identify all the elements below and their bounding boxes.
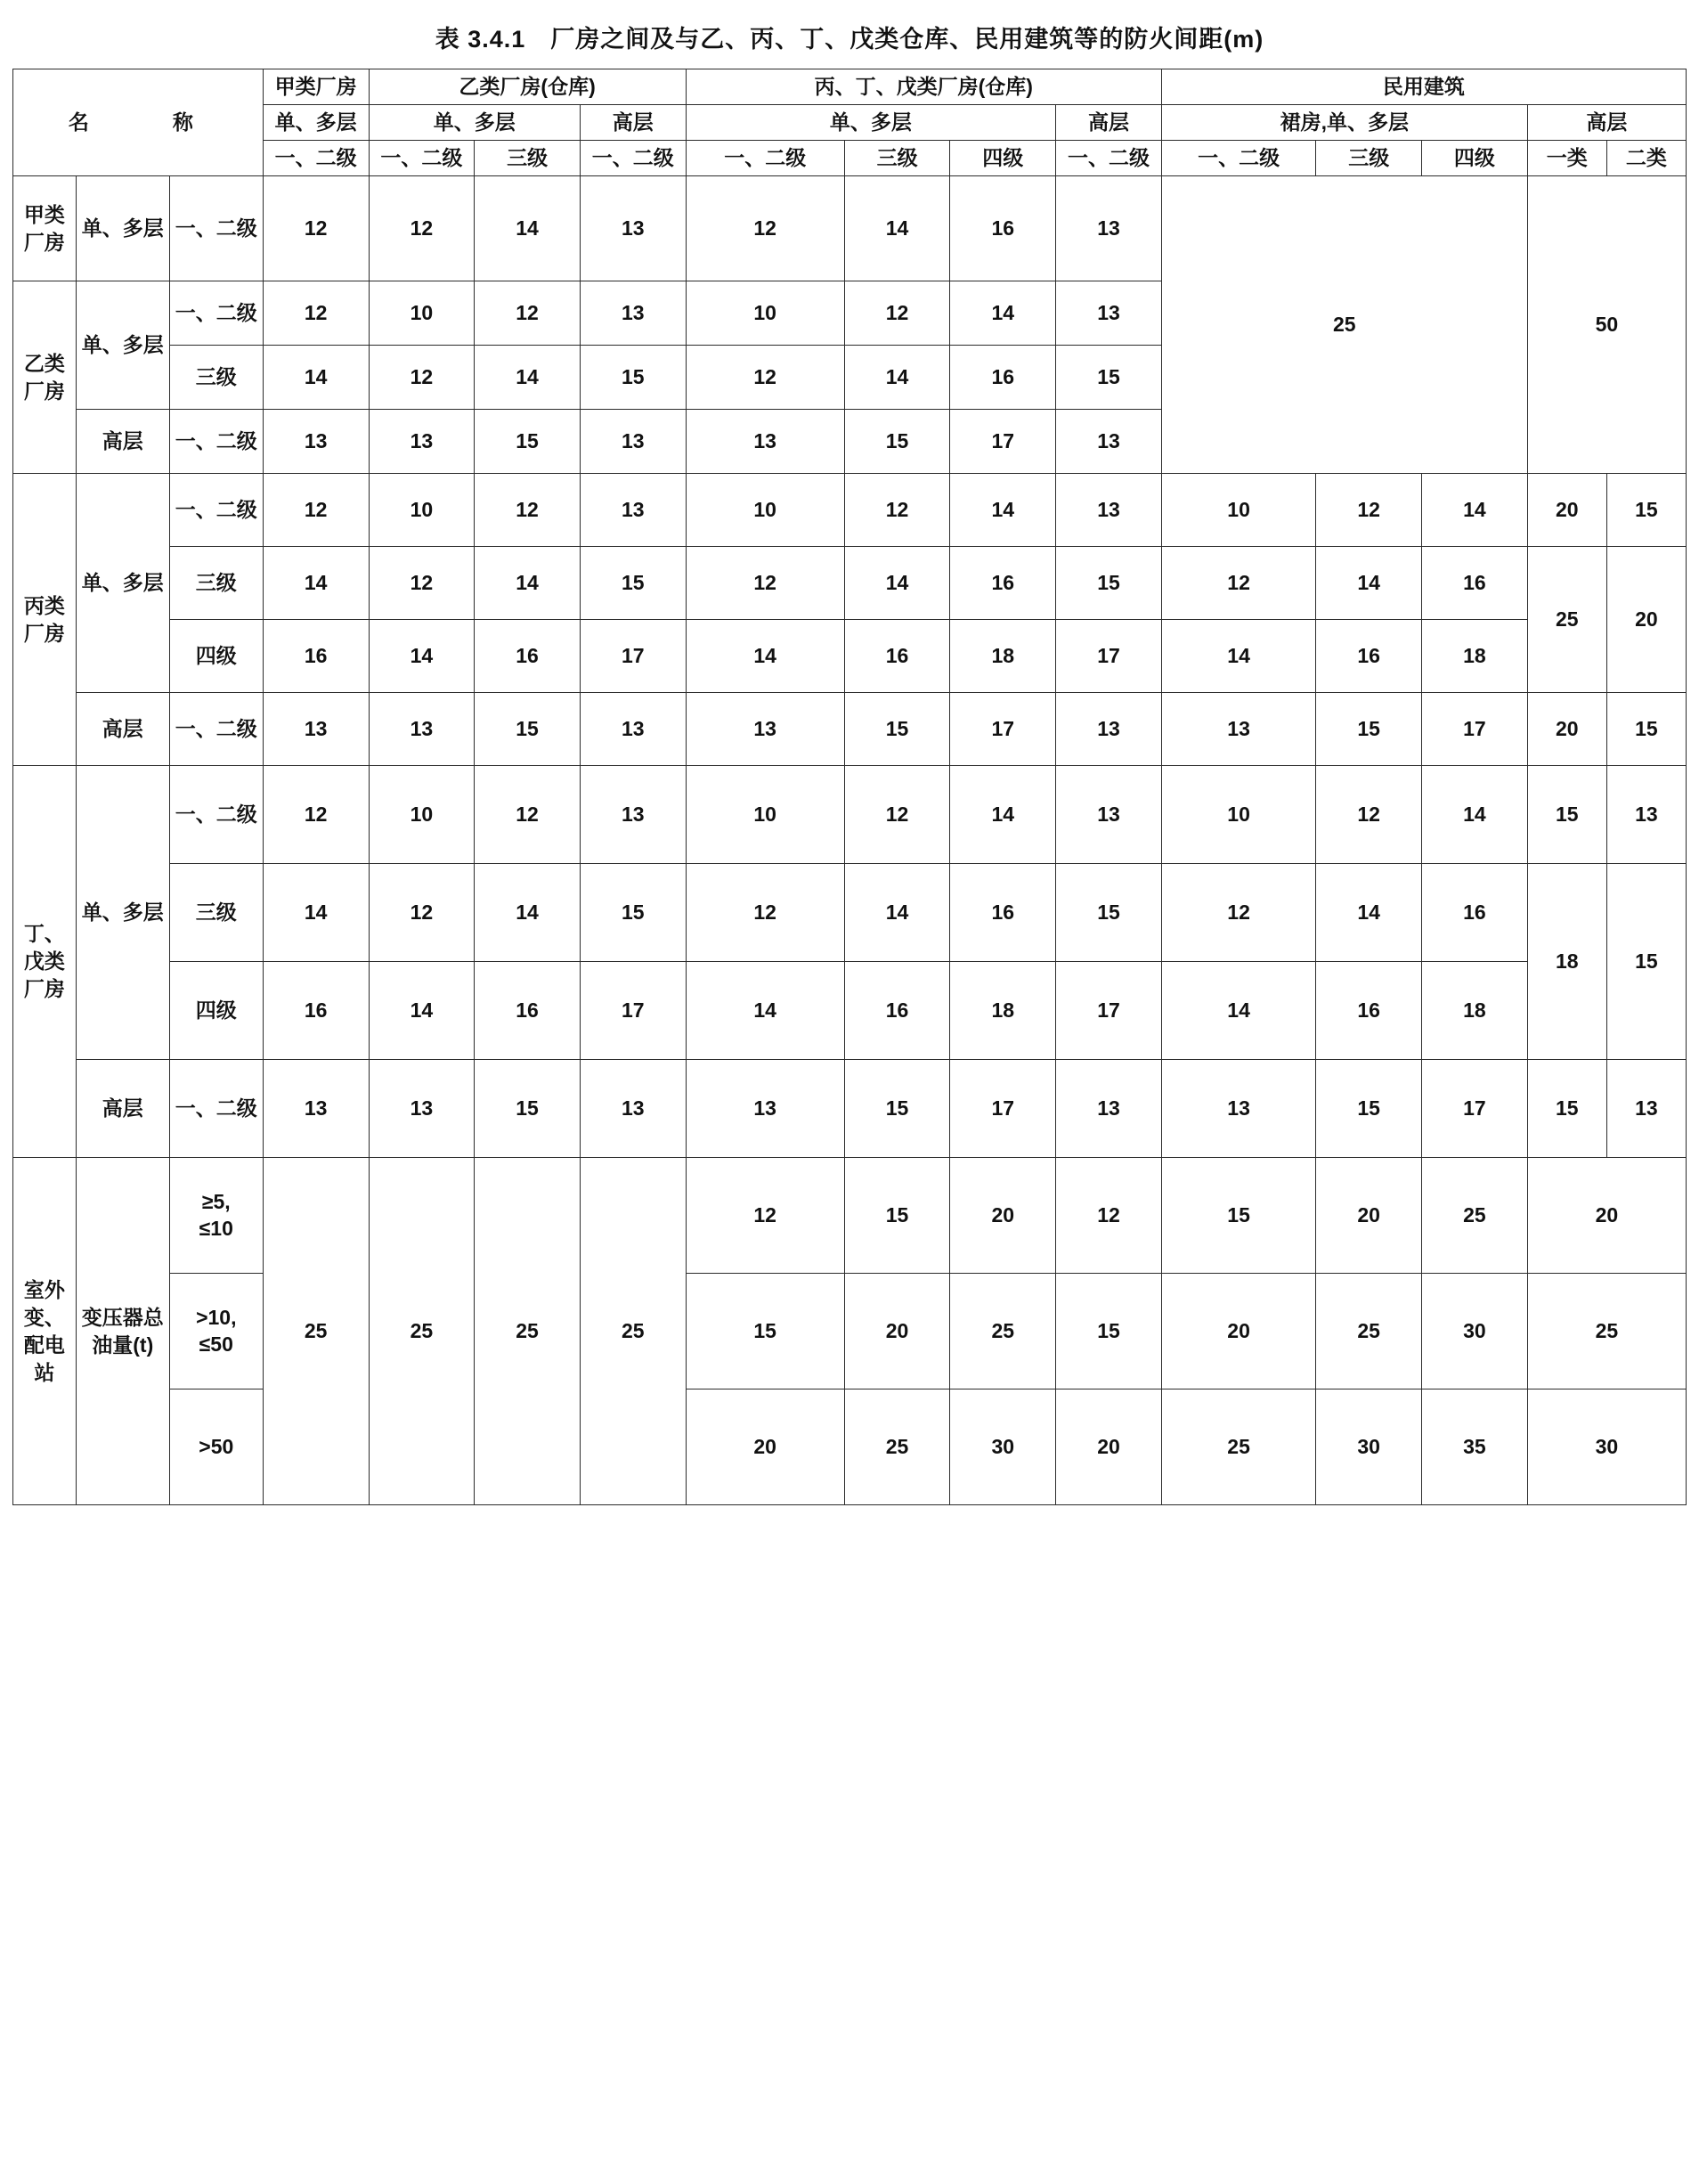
cell-value: 13: [1056, 281, 1162, 346]
rowgrade-oil-range-3: [169, 1389, 263, 1505]
rowsub-yi-dm: 单、多层: [76, 281, 169, 410]
header-grade-3: 一、二级: [580, 141, 686, 176]
rowgrade-yi-dm-12: 一、二级: [169, 281, 263, 346]
cell-value: 17: [580, 962, 686, 1060]
cell-value: 14: [686, 962, 844, 1060]
cell-value: 15: [844, 1158, 950, 1274]
cell-value: 16: [950, 864, 1056, 962]
cell-value: 13: [1606, 766, 1686, 864]
cell-value: 14: [950, 281, 1056, 346]
header-sub-bdw-dm: 单、多层: [686, 105, 1055, 141]
cell-value: 13: [263, 1060, 369, 1158]
cell-value: 14: [686, 620, 844, 693]
rowgroup-jia: 甲类厂房: [13, 176, 77, 281]
table-row: [13, 864, 1687, 962]
header-name-label: 名 称: [13, 69, 264, 176]
cell-value: 14: [475, 176, 581, 281]
rowgrade-bing-dm-4: 四级: [169, 620, 263, 693]
cell-value: 18: [950, 620, 1056, 693]
cell-value: 16: [263, 962, 369, 1060]
cell-value: 17: [1422, 693, 1528, 766]
cell-value: 18: [1422, 962, 1528, 1060]
merged-bing-high-20: 20: [1606, 547, 1686, 693]
cell-value: 13: [369, 1060, 475, 1158]
cell-value: 18: [950, 962, 1056, 1060]
header-grade-6: 四级: [950, 141, 1056, 176]
cell-value: 15: [475, 693, 581, 766]
cell-value: 12: [369, 346, 475, 410]
cell-value: 17: [950, 410, 1056, 474]
cell-value: 12: [475, 474, 581, 547]
header-row-grades: [13, 141, 1687, 176]
cell-value: 15: [1316, 693, 1422, 766]
header-grade-1: 一、二级: [369, 141, 475, 176]
cell-value: 13: [580, 281, 686, 346]
cell-value: 25: [1161, 1389, 1316, 1505]
cell-value: 30: [1422, 1274, 1528, 1389]
cell-value: 15: [844, 410, 950, 474]
rowgrade-dingwu-dm-3: 三级: [169, 864, 263, 962]
cell-value: 15: [1056, 346, 1162, 410]
header-sub-civil-low: 裙房,单、多层: [1161, 105, 1527, 141]
cell-value: 16: [475, 962, 581, 1060]
header-group-yi: 乙类厂房(仓库): [369, 69, 686, 105]
table-row: [13, 474, 1687, 547]
cell-value: 12: [263, 281, 369, 346]
rowgrade-dingwu-dm-4: 四级: [169, 962, 263, 1060]
cell-value: 12: [1056, 1158, 1162, 1274]
rowgrade-bing-gc-12: 一、二级: [169, 693, 263, 766]
header-grade-11: 一类: [1527, 141, 1606, 176]
cell-value: 14: [1316, 864, 1422, 962]
cell-value: 14: [475, 346, 581, 410]
oil-range-line1: >10,: [196, 1305, 237, 1329]
cell-value: 16: [844, 620, 950, 693]
cell-value: 30: [950, 1389, 1056, 1505]
table-row: [13, 1060, 1687, 1158]
cell-value: 12: [263, 176, 369, 281]
merged-substation-jia-25: 25: [263, 1158, 369, 1505]
cell-value: 13: [686, 693, 844, 766]
cell-value: 16: [1316, 620, 1422, 693]
merged-substation-yi-dm12-25: 25: [369, 1158, 475, 1505]
cell-value: 13: [580, 176, 686, 281]
cell-value: 17: [950, 1060, 1056, 1158]
cell-value: 12: [263, 474, 369, 547]
oil-range-line2: ≤10: [199, 1216, 233, 1240]
table-body: [13, 176, 1687, 1505]
cell-value: 13: [369, 410, 475, 474]
fire-distance-table: [12, 69, 1687, 1505]
header-row-groups: [13, 69, 1687, 105]
cell-value: 12: [844, 766, 950, 864]
cell-value: 14: [263, 547, 369, 620]
cell-value: 16: [1422, 547, 1528, 620]
header-sub-jia-dm: 单、多层: [263, 105, 369, 141]
header-sub-yi-dm: 单、多层: [369, 105, 580, 141]
cell-value: 14: [1422, 766, 1528, 864]
cell-value: 17: [1422, 1060, 1528, 1158]
cell-value: 13: [580, 410, 686, 474]
cell-value: 18: [1422, 620, 1528, 693]
header-grade-5: 三级: [844, 141, 950, 176]
cell-value: 15: [1056, 547, 1162, 620]
merged-dingwu-high-18: 18: [1527, 864, 1606, 1060]
cell-value: 14: [263, 346, 369, 410]
header-row-subgroups: [13, 105, 1687, 141]
cell-value: 10: [1161, 766, 1316, 864]
cell-value: 14: [844, 547, 950, 620]
cell-value: 12: [1316, 474, 1422, 547]
cell-value: 12: [686, 1158, 844, 1274]
cell-value: 16: [950, 547, 1056, 620]
cell-value: 17: [950, 693, 1056, 766]
cell-value: 15: [475, 1060, 581, 1158]
rowsub-dingwu-dm: 单、多层: [76, 766, 169, 1060]
cell-value: 12: [686, 176, 844, 281]
header-grade-12: 二类: [1606, 141, 1686, 176]
cell-value: 16: [950, 346, 1056, 410]
cell-value: 13: [369, 693, 475, 766]
cell-value: 13: [1056, 176, 1162, 281]
rowgroup-dingwu: 丁、戊类厂房: [13, 766, 77, 1158]
rowsub-yi-gc: 高层: [76, 410, 169, 474]
rowgrade-oil-range-1: [169, 1158, 263, 1274]
cell-value: 30: [1316, 1389, 1422, 1505]
header-sub-civil-high: 高层: [1527, 105, 1686, 141]
cell-value: 14: [475, 547, 581, 620]
cell-value: 20: [1316, 1158, 1422, 1274]
cell-value: 13: [1056, 766, 1162, 864]
cell-value: 13: [1161, 693, 1316, 766]
cell-value: 13: [1056, 474, 1162, 547]
header-sub-bdw-gc: 高层: [1056, 105, 1162, 141]
cell-value: 25: [1316, 1274, 1422, 1389]
cell-value: 15: [844, 693, 950, 766]
cell-value: 12: [686, 864, 844, 962]
cell-value: 10: [686, 474, 844, 547]
rowsub-bing-dm: 单、多层: [76, 474, 169, 693]
cell-value: 35: [1422, 1389, 1528, 1505]
cell-value: 15: [686, 1274, 844, 1389]
table-row: [13, 766, 1687, 864]
cell-value: 20: [1161, 1274, 1316, 1389]
cell-value: 10: [369, 281, 475, 346]
cell-value: 20: [1527, 693, 1606, 766]
cell-value: 25: [950, 1274, 1056, 1389]
cell-value: 12: [844, 281, 950, 346]
cell-value: 15: [1161, 1158, 1316, 1274]
cell-value: 14: [950, 766, 1056, 864]
cell-value: 16: [950, 176, 1056, 281]
cell-value: 13: [1606, 1060, 1686, 1158]
cell-value: 17: [1056, 620, 1162, 693]
table-head: [13, 69, 1687, 176]
cell-value: 12: [1161, 864, 1316, 962]
cell-value: 12: [263, 766, 369, 864]
cell-value: 12: [1316, 766, 1422, 864]
cell-value: 14: [844, 864, 950, 962]
merged-civil-high-50: 50: [1527, 176, 1686, 474]
cell-value: 12: [844, 474, 950, 547]
table-row: [13, 693, 1687, 766]
cell-value: 16: [844, 962, 950, 1060]
cell-value: 14: [369, 620, 475, 693]
cell-value: 15: [1527, 1060, 1606, 1158]
cell-value: 14: [1161, 962, 1316, 1060]
cell-value: 15: [1527, 766, 1606, 864]
cell-value: 13: [686, 1060, 844, 1158]
cell-value: 13: [1161, 1060, 1316, 1158]
cell-value: 14: [1161, 620, 1316, 693]
cell-value: 13: [580, 1060, 686, 1158]
cell-value: 16: [475, 620, 581, 693]
cell-value: 15: [580, 346, 686, 410]
cell-value: 14: [1422, 474, 1528, 547]
cell-value: 10: [1161, 474, 1316, 547]
rowsub-jia-dm: 单、多层: [76, 176, 169, 281]
header-grade-4: 一、二级: [686, 141, 844, 176]
cell-value: 15: [1606, 693, 1686, 766]
cell-value: 10: [686, 281, 844, 346]
cell-value: 14: [844, 346, 950, 410]
cell-value: 12: [369, 176, 475, 281]
cell-value: 13: [580, 766, 686, 864]
cell-value: 12: [475, 281, 581, 346]
table-row: [13, 1158, 1687, 1274]
header-group-jia: 甲类厂房: [263, 69, 369, 105]
cell-value: 14: [369, 962, 475, 1060]
rowgroup-bing: 丙类厂房: [13, 474, 77, 766]
table-row: [13, 547, 1687, 620]
rowsub-transformer-oil: 变压器总油量(t): [76, 1158, 169, 1505]
cell-value: 20: [1527, 474, 1606, 547]
cell-value: 15: [844, 1060, 950, 1158]
table-row: [13, 962, 1687, 1060]
table-row: [13, 620, 1687, 693]
cell-value: 15: [475, 410, 581, 474]
cell-value: 15: [1056, 1274, 1162, 1389]
cell-value-civil-high: 30: [1527, 1389, 1686, 1505]
cell-value: 13: [686, 410, 844, 474]
cell-value: 16: [1316, 962, 1422, 1060]
rowgrade-dingwu-dm-12: 一、二级: [169, 766, 263, 864]
header-grade-0: 一、二级: [263, 141, 369, 176]
header-group-civil: 民用建筑: [1161, 69, 1686, 105]
header-grade-2: 三级: [475, 141, 581, 176]
oil-range-line1: ≥5,: [201, 1189, 231, 1213]
table-row: [13, 176, 1687, 281]
cell-value: 14: [950, 474, 1056, 547]
cell-value: 25: [1422, 1158, 1528, 1274]
merged-substation-yi-gc-25: 25: [580, 1158, 686, 1505]
cell-value: 14: [475, 864, 581, 962]
cell-value: 15: [1316, 1060, 1422, 1158]
cell-value-civil-high: 20: [1527, 1158, 1686, 1274]
cell-value: 13: [1056, 410, 1162, 474]
cell-value: 14: [1316, 547, 1422, 620]
rowsub-dingwu-gc: 高层: [76, 1060, 169, 1158]
rowgrade-jia-dm-12: 一、二级: [169, 176, 263, 281]
cell-value: 16: [263, 620, 369, 693]
cell-value: 12: [369, 547, 475, 620]
cell-value: 10: [369, 474, 475, 547]
table-caption: 表 3.4.1 厂房之间及与乙、丙、丁、戊类仓库、民用建筑等的防火间距(m): [435, 26, 1264, 53]
cell-value: 15: [1606, 474, 1686, 547]
header-grade-9: 三级: [1316, 141, 1422, 176]
cell-value: 13: [263, 410, 369, 474]
cell-value: 12: [369, 864, 475, 962]
cell-value: 13: [580, 474, 686, 547]
header-group-bingdingwu: 丙、丁、戊类厂房(仓库): [686, 69, 1161, 105]
cell-value: 10: [686, 766, 844, 864]
header-grade-7: 一、二级: [1056, 141, 1162, 176]
rowgroup-substation: 室外变、配电站: [13, 1158, 77, 1505]
oil-range-line2: ≤50: [199, 1332, 233, 1356]
cell-value-civil-high: 25: [1527, 1274, 1686, 1389]
merged-dingwu-high-15: 15: [1606, 864, 1686, 1060]
cell-value: 17: [1056, 962, 1162, 1060]
cell-value: 12: [686, 547, 844, 620]
cell-value: 16: [1422, 864, 1528, 962]
cell-value: 10: [369, 766, 475, 864]
cell-value: 12: [475, 766, 581, 864]
rowgrade-oil-range-2: [169, 1274, 263, 1389]
header-sub-yi-gc: 高层: [580, 105, 686, 141]
cell-value: 13: [1056, 1060, 1162, 1158]
cell-value: 20: [1056, 1389, 1162, 1505]
cell-value: 12: [686, 346, 844, 410]
rowgrade-yi-dm-3: 三级: [169, 346, 263, 410]
cell-value: 13: [580, 693, 686, 766]
cell-value: 14: [844, 176, 950, 281]
merged-substation-yi-dm3-25: 25: [475, 1158, 581, 1505]
rowgrade-bing-dm-12: 一、二级: [169, 474, 263, 547]
cell-value: 20: [844, 1274, 950, 1389]
merged-bing-high-25: 25: [1527, 547, 1606, 693]
cell-value: 20: [950, 1158, 1056, 1274]
rowgrade-bing-dm-3: 三级: [169, 547, 263, 620]
cell-value: 12: [1161, 547, 1316, 620]
header-grade-8: 一、二级: [1161, 141, 1316, 176]
header-grade-10: 四级: [1422, 141, 1528, 176]
merged-civil-low-25: 25: [1161, 176, 1527, 474]
cell-value: 15: [1056, 864, 1162, 962]
oil-range-line1: >50: [199, 1434, 234, 1458]
cell-value: 14: [263, 864, 369, 962]
rowsub-bing-gc: 高层: [76, 693, 169, 766]
cell-value: 15: [580, 864, 686, 962]
cell-value: 15: [580, 547, 686, 620]
cell-value: 20: [686, 1389, 844, 1505]
rowgrade-dingwu-gc-12: 一、二级: [169, 1060, 263, 1158]
cell-value: 17: [580, 620, 686, 693]
rowgroup-yi: 乙类厂房: [13, 281, 77, 474]
cell-value: 13: [263, 693, 369, 766]
rowgrade-yi-gc-12: 一、二级: [169, 410, 263, 474]
cell-value: 25: [844, 1389, 950, 1505]
cell-value: 13: [1056, 693, 1162, 766]
